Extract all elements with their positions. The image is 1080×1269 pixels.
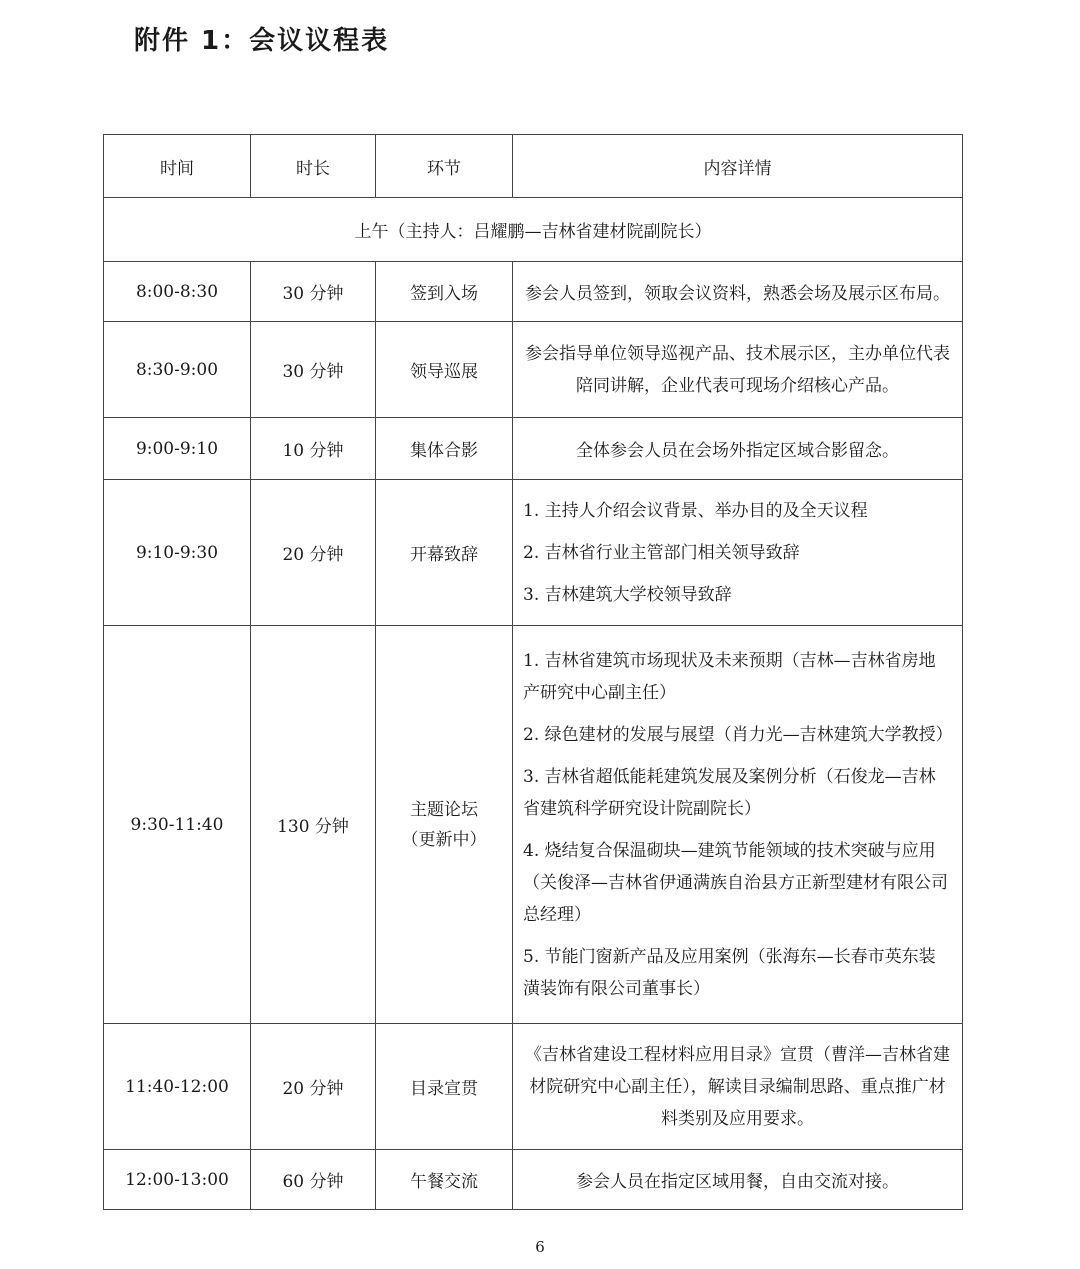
row-duration: 130 分钟 (251, 626, 376, 1024)
row-time: 9:00-9:10 (104, 418, 251, 480)
list-item: 5. 节能门窗新产品及应用案例（张海东—长春市英东装潢装饰有限公司董事长） (523, 946, 936, 999)
table-row (104, 1150, 963, 1210)
row-details (513, 322, 963, 418)
details-list (523, 495, 952, 611)
row-details: 参会人员在指定区域用餐，自由交流对接。 (513, 1150, 963, 1210)
list-item: 2. 绿色建材的发展与展望（肖力光—吉林建筑大学教授） (523, 724, 953, 745)
row-segment: 签到入场 (376, 262, 513, 322)
header-row (104, 135, 963, 198)
row-time: 9:10-9:30 (104, 480, 251, 626)
row-segment (376, 626, 513, 1024)
table-row (104, 480, 963, 626)
row-duration: 30 分钟 (251, 262, 376, 322)
details-list (523, 645, 952, 1005)
row-time: 8:00-8:30 (104, 262, 251, 322)
row-segment-label: 主题论坛 (410, 799, 478, 820)
list-item: 3. 吉林建筑大学校领导致辞 (523, 584, 732, 605)
table-row (104, 322, 963, 418)
row-details-text: 《吉林省建设工程材料应用目录》宣贯（曹洋—吉林省建材院研究中心副主任），解读目录编制思路、重点推广材料类别及应用要求。 (525, 1044, 950, 1129)
table-row (104, 418, 963, 480)
row-duration: 30 分钟 (251, 322, 376, 418)
row-details (513, 480, 963, 626)
table-row (104, 262, 963, 322)
header-segment: 环节 (376, 135, 513, 198)
row-segment: 集体合影 (376, 418, 513, 480)
document-title: 附件 1：会议议程表 (134, 26, 390, 56)
row-details-text: 参会指导单位领导巡视产品、技术展示区，主办单位代表陪同讲解，企业代表可现场介绍核心产品。 (525, 343, 950, 396)
row-time: 12:00-13:00 (104, 1150, 251, 1210)
row-duration: 10 分钟 (251, 418, 376, 480)
table-row (104, 1024, 963, 1150)
row-segment: 领导巡展 (376, 322, 513, 418)
row-details: 参会人员签到，领取会议资料，熟悉会场及展示区布局。 (513, 262, 963, 322)
row-segment-note: （更新中） (401, 829, 487, 850)
row-details (513, 626, 963, 1024)
row-time: 9:30-11:40 (104, 626, 251, 1024)
list-item: 1. 主持人介绍会议背景、举办目的及全天议程 (523, 500, 868, 521)
session-row (104, 198, 963, 262)
row-segment: 目录宣贯 (376, 1024, 513, 1150)
row-duration: 20 分钟 (251, 1024, 376, 1150)
row-segment: 开幕致辞 (376, 480, 513, 626)
row-time: 8:30-9:00 (104, 322, 251, 418)
header-duration: 时长 (251, 135, 376, 198)
row-details (513, 1024, 963, 1150)
list-item: 1. 吉林省建筑市场现状及未来预期（吉林—吉林省房地产研究中心副主任） (523, 650, 936, 703)
list-item: 2. 吉林省行业主管部门相关领导致辞 (523, 542, 800, 563)
row-duration: 20 分钟 (251, 480, 376, 626)
row-duration: 60 分钟 (251, 1150, 376, 1210)
row-details: 全体参会人员在会场外指定区域合影留念。 (513, 418, 963, 480)
list-item: 3. 吉林省超低能耗建筑发展及案例分析（石俊龙—吉林省建筑科学研究设计院副院长） (523, 766, 936, 819)
row-segment: 午餐交流 (376, 1150, 513, 1210)
header-details: 内容详情 (513, 135, 963, 198)
page-number: 6 (535, 1238, 545, 1256)
header-time: 时间 (104, 135, 251, 198)
session-heading: 上午（主持人：吕耀鹏—吉林省建材院副院长） (104, 198, 963, 262)
agenda-table (103, 134, 963, 1210)
list-item: 4. 烧结复合保温砌块—建筑节能领域的技术突破与应用（关俊泽—吉林省伊通满族自治县方正新型建材有限公司总经理） (523, 840, 948, 925)
row-time: 11:40-12:00 (104, 1024, 251, 1150)
table-row (104, 626, 963, 1024)
